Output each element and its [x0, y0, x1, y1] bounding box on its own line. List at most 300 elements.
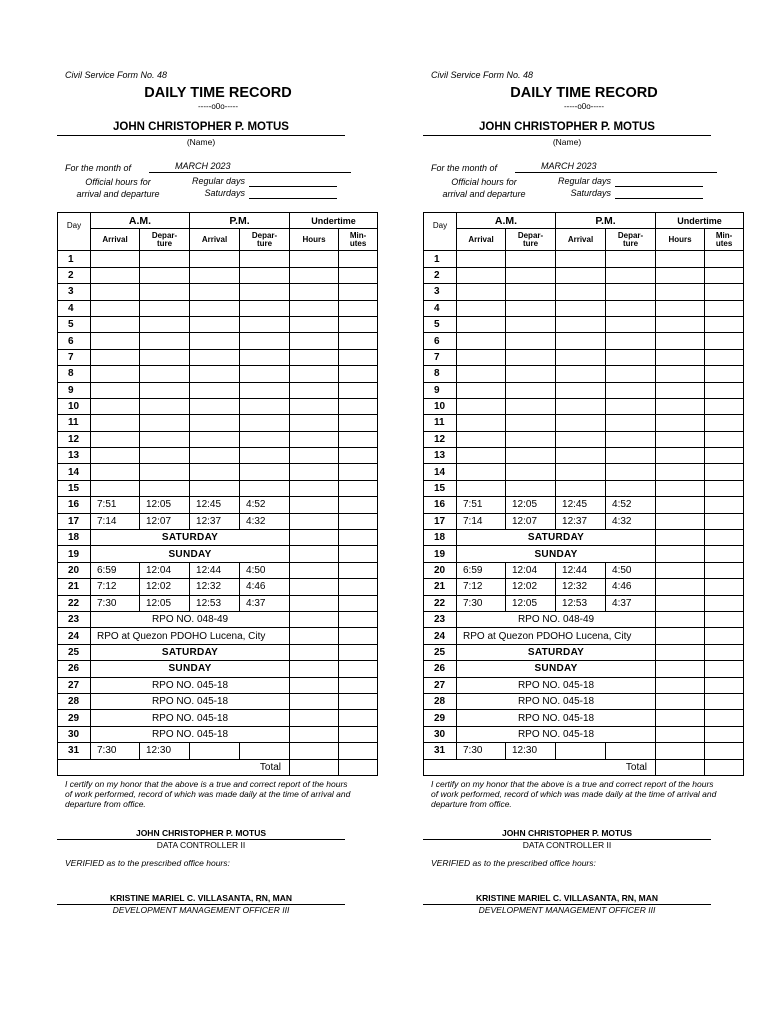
undertime-hours-cell: [656, 579, 705, 595]
table-row: [424, 546, 744, 562]
table-row: [424, 284, 744, 300]
table-row: [424, 448, 744, 464]
undertime-minutes-cell: [705, 251, 744, 267]
total-row: [424, 759, 744, 775]
undertime-hours-cell: [290, 300, 339, 316]
pm-arrival-cell: 12:44: [190, 562, 240, 578]
name-caption: (Name): [186, 137, 216, 147]
day-number: 20: [424, 562, 457, 578]
table-row: [58, 480, 378, 496]
official-hours-label-line-2: arrival and departure: [76, 189, 160, 199]
table-row: [424, 710, 744, 726]
total-minutes-cell: [705, 759, 744, 775]
undertime-hours-cell: [290, 611, 339, 627]
day-number: 30: [58, 726, 91, 742]
pm-arrival-cell: [190, 251, 240, 267]
day-number: 26: [58, 661, 91, 677]
pm-departure-cell: [240, 743, 290, 759]
table-row: [58, 415, 378, 431]
table-row: [424, 267, 744, 283]
verifier-name: KRISTINE MARIEL C. VILLASANTA, RN, MAN: [423, 892, 711, 905]
am-departure-cell: 12:05: [140, 497, 190, 513]
am-arrival-cell: 7:51: [457, 497, 506, 513]
table-row: [58, 398, 378, 414]
certification-text: I certify on my honor that the above is a true and correct report of the hours of work performed, record of which was made daily at the time of arrival and departure from office.: [431, 778, 717, 809]
pm-departure-cell: [240, 366, 290, 382]
undertime-hours-cell: [290, 562, 339, 578]
am-departure-cell: [506, 333, 556, 349]
regular-days-label: Regular days: [191, 176, 245, 186]
table-row: [424, 661, 744, 677]
undertime-minutes-cell: [705, 284, 744, 300]
table-row: [424, 398, 744, 414]
am-departure-cell: 12:05: [506, 497, 556, 513]
pm-departure-cell: 4:52: [606, 497, 656, 513]
undertime-hours-cell: [656, 316, 705, 332]
day-number: 31: [424, 743, 457, 759]
am-arrival-cell: [91, 415, 140, 431]
official-hours-label: [423, 175, 545, 201]
pm-departure-cell: [240, 464, 290, 480]
am-departure-cell: 12:07: [506, 513, 556, 529]
am-departure-cell: [140, 366, 190, 382]
undertime-minutes-cell: [339, 448, 378, 464]
month-row: [423, 159, 745, 173]
undertime-hours-cell: [656, 743, 705, 759]
day-number: 21: [58, 579, 91, 595]
day-number: 15: [424, 480, 457, 496]
day-remark: RPO at Quezon PDOHO Lucena, City: [457, 628, 656, 644]
undertime-hours-cell: [656, 661, 705, 677]
pm-arrival-cell: [190, 267, 240, 283]
undertime-minutes-cell: [705, 530, 744, 546]
am-departure-cell: [506, 448, 556, 464]
undertime-hours-cell: [290, 349, 339, 365]
am-departure-cell: [140, 480, 190, 496]
undertime-minutes-cell: [339, 579, 378, 595]
undertime-hours-cell: [290, 579, 339, 595]
am-departure-cell: 12:02: [506, 579, 556, 595]
pm-departure-cell: [240, 316, 290, 332]
am-arrival-cell: [457, 448, 506, 464]
undertime-minutes-cell: [705, 431, 744, 447]
am-departure-cell: [506, 431, 556, 447]
undertime-minutes-cell: [705, 726, 744, 742]
pm-departure-cell: [606, 333, 656, 349]
verifier-position: DEVELOPMENT MANAGEMENT OFFICER III: [478, 904, 656, 915]
undertime-hours-cell: [656, 546, 705, 562]
day-remark: RPO NO. 045-18: [457, 710, 656, 726]
undertime-minutes-cell: [705, 349, 744, 365]
pm-arrival-cell: [556, 398, 606, 414]
pm-arrival-cell: 12:44: [556, 562, 606, 578]
undertime-hours-cell: [290, 644, 339, 660]
day-number: 6: [58, 333, 91, 349]
undertime-minutes-cell: [705, 398, 744, 414]
pm-arrival-cell: 12:53: [556, 595, 606, 611]
table-row: [58, 628, 378, 644]
undertime-hours-cell: [290, 743, 339, 759]
undertime-minutes-cell: [705, 333, 744, 349]
pm-arrival-cell: [556, 415, 606, 431]
table-row: [58, 448, 378, 464]
time-record-table: [57, 212, 378, 776]
total-label: Total: [58, 759, 290, 775]
day-number: 7: [58, 349, 91, 365]
name-caption: (Name): [552, 137, 582, 147]
undertime-minutes-cell: [705, 644, 744, 660]
undertime-minutes-cell: [339, 710, 378, 726]
table-row: [424, 349, 744, 365]
pm-arrival-cell: [556, 743, 606, 759]
am-arrival-cell: [91, 480, 140, 496]
month-label: For the month of: [65, 163, 132, 173]
am-departure-cell: 12:05: [506, 595, 556, 611]
am-departure-cell: 12:02: [140, 579, 190, 595]
pm-arrival-cell: [190, 300, 240, 316]
undertime-hours-cell: [656, 710, 705, 726]
undertime-hours-cell: [290, 448, 339, 464]
table-row: [424, 579, 744, 595]
pm-arrival-cell: [556, 464, 606, 480]
undertime-hours-cell: [290, 251, 339, 267]
undertime-minutes-cell: [705, 611, 744, 627]
day-number: 11: [58, 415, 91, 431]
am-arrival-cell: [91, 366, 140, 382]
undertime-hours-cell: [290, 513, 339, 529]
verified-text: VERIFIED as to the prescribed office hours:: [431, 857, 596, 868]
undertime-minutes-cell: [705, 415, 744, 431]
table-row: [424, 251, 744, 267]
day-number: 24: [424, 628, 457, 644]
header-day: Day: [424, 213, 457, 251]
undertime-hours-cell: [656, 398, 705, 414]
am-departure-cell: [140, 349, 190, 365]
pm-arrival-cell: 12:53: [190, 595, 240, 611]
day-number: 19: [58, 546, 91, 562]
table-row: [424, 743, 744, 759]
pm-departure-cell: [606, 464, 656, 480]
pm-departure-cell: [240, 267, 290, 283]
table-row: [58, 267, 378, 283]
undertime-minutes-cell: [339, 464, 378, 480]
undertime-hours-cell: [290, 595, 339, 611]
am-departure-cell: [140, 398, 190, 414]
header-pm: P.M.: [556, 213, 656, 229]
undertime-hours-cell: [656, 267, 705, 283]
undertime-hours-cell: [656, 595, 705, 611]
total-hours-cell: [656, 759, 705, 775]
certification-text: I certify on my honor that the above is a true and correct report of the hours of work performed, record of which was made daily at the time of arrival and departure from office.: [65, 778, 351, 809]
pm-departure-cell: 4:46: [606, 579, 656, 595]
am-departure-cell: [506, 382, 556, 398]
day-remark: RPO NO. 045-18: [457, 726, 656, 742]
am-arrival-cell: 7:12: [457, 579, 506, 595]
am-departure-cell: [140, 300, 190, 316]
undertime-minutes-cell: [339, 300, 378, 316]
day-remark: RPO at Quezon PDOHO Lucena, City: [91, 628, 290, 644]
official-hours-label-line-1: Official hours for: [85, 177, 151, 187]
am-departure-cell: [506, 251, 556, 267]
undertime-hours-cell: [290, 415, 339, 431]
pm-arrival-cell: [190, 464, 240, 480]
official-hours-fields: [179, 175, 345, 201]
undertime-hours-cell: [290, 382, 339, 398]
saturdays-label: Saturdays: [570, 188, 611, 198]
am-arrival-cell: 7:30: [91, 595, 140, 611]
pm-arrival-cell: 12:32: [190, 579, 240, 595]
undertime-minutes-cell: [705, 546, 744, 562]
table-row: [58, 333, 378, 349]
undertime-minutes-cell: [705, 595, 744, 611]
pm-arrival-cell: [190, 333, 240, 349]
verified-text: VERIFIED as to the prescribed office hours:: [65, 857, 230, 868]
am-departure-cell: 12:04: [140, 562, 190, 578]
table-row: [424, 464, 744, 480]
day-number: 31: [58, 743, 91, 759]
am-arrival-cell: [91, 431, 140, 447]
pm-arrival-cell: [190, 316, 240, 332]
am-departure-cell: [506, 349, 556, 365]
pm-departure-cell: [606, 415, 656, 431]
day-number: 18: [58, 530, 91, 546]
table-row: [424, 513, 744, 529]
am-arrival-cell: [457, 349, 506, 365]
page-title: DAILY TIME RECORD: [510, 85, 658, 101]
total-minutes-cell: [339, 759, 378, 775]
pm-departure-cell: [606, 284, 656, 300]
day-number: 23: [58, 611, 91, 627]
table-row: [58, 349, 378, 365]
undertime-minutes-cell: [705, 677, 744, 693]
header-minutes: Min- utes: [705, 229, 744, 251]
day-number: 14: [424, 464, 457, 480]
undertime-minutes-cell: [339, 611, 378, 627]
am-departure-cell: [140, 333, 190, 349]
pm-arrival-cell: [556, 366, 606, 382]
undertime-minutes-cell: [705, 562, 744, 578]
table-row: [424, 300, 744, 316]
undertime-minutes-cell: [339, 726, 378, 742]
am-arrival-cell: [457, 464, 506, 480]
undertime-hours-cell: [290, 464, 339, 480]
am-departure-cell: [506, 480, 556, 496]
header-am-arrival: Arrival: [91, 229, 140, 251]
day-number: 3: [58, 284, 91, 300]
pm-arrival-cell: 12:45: [190, 497, 240, 513]
undertime-minutes-cell: [705, 693, 744, 709]
undertime-minutes-cell: [339, 595, 378, 611]
day-number: 9: [424, 382, 457, 398]
undertime-minutes-cell: [339, 513, 378, 529]
am-departure-cell: [506, 284, 556, 300]
am-arrival-cell: [91, 333, 140, 349]
official-hours-fields: [545, 175, 711, 201]
undertime-minutes-cell: [339, 546, 378, 562]
form-number: Civil Service Form No. 48: [431, 70, 534, 80]
official-hours-label: [57, 175, 179, 201]
employee-name: JOHN CHRISTOPHER P. MOTUS: [423, 120, 711, 136]
undertime-hours-cell: [290, 661, 339, 677]
am-arrival-cell: [457, 251, 506, 267]
pm-departure-cell: [240, 415, 290, 431]
day-number: 24: [58, 628, 91, 644]
undertime-hours-cell: [290, 677, 339, 693]
day-number: 29: [58, 710, 91, 726]
pm-arrival-cell: [556, 333, 606, 349]
pm-departure-cell: [606, 366, 656, 382]
day-number: 28: [424, 693, 457, 709]
am-arrival-cell: 7:30: [457, 595, 506, 611]
total-row: [58, 759, 378, 775]
pm-departure-cell: [240, 284, 290, 300]
undertime-minutes-cell: [339, 382, 378, 398]
day-number: 25: [424, 644, 457, 660]
undertime-minutes-cell: [705, 579, 744, 595]
undertime-minutes-cell: [339, 628, 378, 644]
day-remark: SUNDAY: [91, 546, 290, 562]
undertime-hours-cell: [656, 431, 705, 447]
pm-arrival-cell: [556, 448, 606, 464]
table-row: [58, 431, 378, 447]
day-number: 3: [424, 284, 457, 300]
am-departure-cell: [140, 431, 190, 447]
table-row: [58, 546, 378, 562]
day-number: 5: [424, 316, 457, 332]
am-arrival-cell: [91, 448, 140, 464]
form-number: Civil Service Form No. 48: [65, 70, 168, 80]
table-row: [58, 595, 378, 611]
header-pm: P.M.: [190, 213, 290, 229]
pm-departure-cell: 4:32: [606, 513, 656, 529]
am-arrival-cell: [457, 284, 506, 300]
am-departure-cell: [506, 366, 556, 382]
pm-arrival-cell: [190, 743, 240, 759]
day-number: 18: [424, 530, 457, 546]
header-pm-arrival: Arrival: [190, 229, 240, 251]
am-departure-cell: [140, 316, 190, 332]
day-number: 8: [424, 366, 457, 382]
pm-departure-cell: [606, 743, 656, 759]
pm-departure-cell: 4:37: [606, 595, 656, 611]
day-number: 23: [424, 611, 457, 627]
header-minutes: Min- utes: [339, 229, 378, 251]
table-row: [424, 382, 744, 398]
pm-departure-cell: 4:50: [240, 562, 290, 578]
table-row: [424, 677, 744, 693]
day-number: 11: [424, 415, 457, 431]
day-number: 4: [58, 300, 91, 316]
pm-departure-cell: [606, 431, 656, 447]
am-arrival-cell: 7:12: [91, 579, 140, 595]
pm-arrival-cell: [190, 448, 240, 464]
am-departure-cell: 12:05: [140, 595, 190, 611]
table-row: [58, 726, 378, 742]
table-row: [58, 382, 378, 398]
day-number: 2: [424, 267, 457, 283]
am-arrival-cell: [457, 366, 506, 382]
am-arrival-cell: 7:30: [91, 743, 140, 759]
am-arrival-cell: [91, 398, 140, 414]
undertime-hours-cell: [656, 448, 705, 464]
header-am-departure: Depar- ture: [140, 229, 190, 251]
undertime-hours-cell: [290, 726, 339, 742]
pm-departure-cell: 4:46: [240, 579, 290, 595]
am-departure-cell: 12:30: [506, 743, 556, 759]
pm-departure-cell: [606, 480, 656, 496]
undertime-hours-cell: [656, 415, 705, 431]
am-departure-cell: [506, 267, 556, 283]
table-row: [58, 464, 378, 480]
header-am: A.M.: [91, 213, 190, 229]
undertime-hours-cell: [656, 513, 705, 529]
day-remark: RPO NO. 045-18: [91, 677, 290, 693]
undertime-minutes-cell: [705, 513, 744, 529]
day-number: 9: [58, 382, 91, 398]
day-number: 27: [58, 677, 91, 693]
undertime-minutes-cell: [339, 562, 378, 578]
day-number: 16: [58, 497, 91, 513]
dtr-sheet-left: [57, 68, 379, 916]
day-number: 20: [58, 562, 91, 578]
undertime-minutes-cell: [339, 693, 378, 709]
table-row: [424, 530, 744, 546]
day-number: 25: [58, 644, 91, 660]
pm-departure-cell: [240, 398, 290, 414]
table-row: [424, 415, 744, 431]
undertime-hours-cell: [290, 546, 339, 562]
table-row: [58, 300, 378, 316]
signatory-position: DATA CONTROLLER II: [156, 839, 246, 850]
day-number: 1: [58, 251, 91, 267]
table-row: [424, 562, 744, 578]
day-remark: RPO NO. 045-18: [457, 693, 656, 709]
header-pm-departure: Depar- ture: [606, 229, 656, 251]
pm-departure-cell: [606, 349, 656, 365]
am-arrival-cell: [91, 284, 140, 300]
undertime-minutes-cell: [339, 284, 378, 300]
undertime-hours-cell: [290, 497, 339, 513]
am-departure-cell: [140, 382, 190, 398]
day-remark: SUNDAY: [457, 661, 656, 677]
table-row: [424, 611, 744, 627]
month-row: [57, 159, 379, 173]
undertime-minutes-cell: [339, 743, 378, 759]
day-number: 16: [424, 497, 457, 513]
undertime-minutes-cell: [705, 464, 744, 480]
undertime-minutes-cell: [339, 530, 378, 546]
undertime-hours-cell: [290, 333, 339, 349]
am-departure-cell: [140, 267, 190, 283]
undertime-minutes-cell: [705, 661, 744, 677]
am-arrival-cell: [457, 382, 506, 398]
pm-departure-cell: [240, 300, 290, 316]
pm-arrival-cell: [556, 284, 606, 300]
undertime-hours-cell: [656, 726, 705, 742]
pm-departure-cell: [240, 251, 290, 267]
undertime-minutes-cell: [339, 349, 378, 365]
pm-departure-cell: [240, 448, 290, 464]
verifier-name: KRISTINE MARIEL C. VILLASANTA, RN, MAN: [57, 892, 345, 905]
month-value: MARCH 2023: [149, 160, 351, 173]
day-remark: RPO NO. 048-49: [457, 611, 656, 627]
table-row: [58, 251, 378, 267]
undertime-minutes-cell: [339, 267, 378, 283]
undertime-hours-cell: [656, 693, 705, 709]
header-am: A.M.: [457, 213, 556, 229]
table-row: [58, 513, 378, 529]
undertime-minutes-cell: [339, 661, 378, 677]
